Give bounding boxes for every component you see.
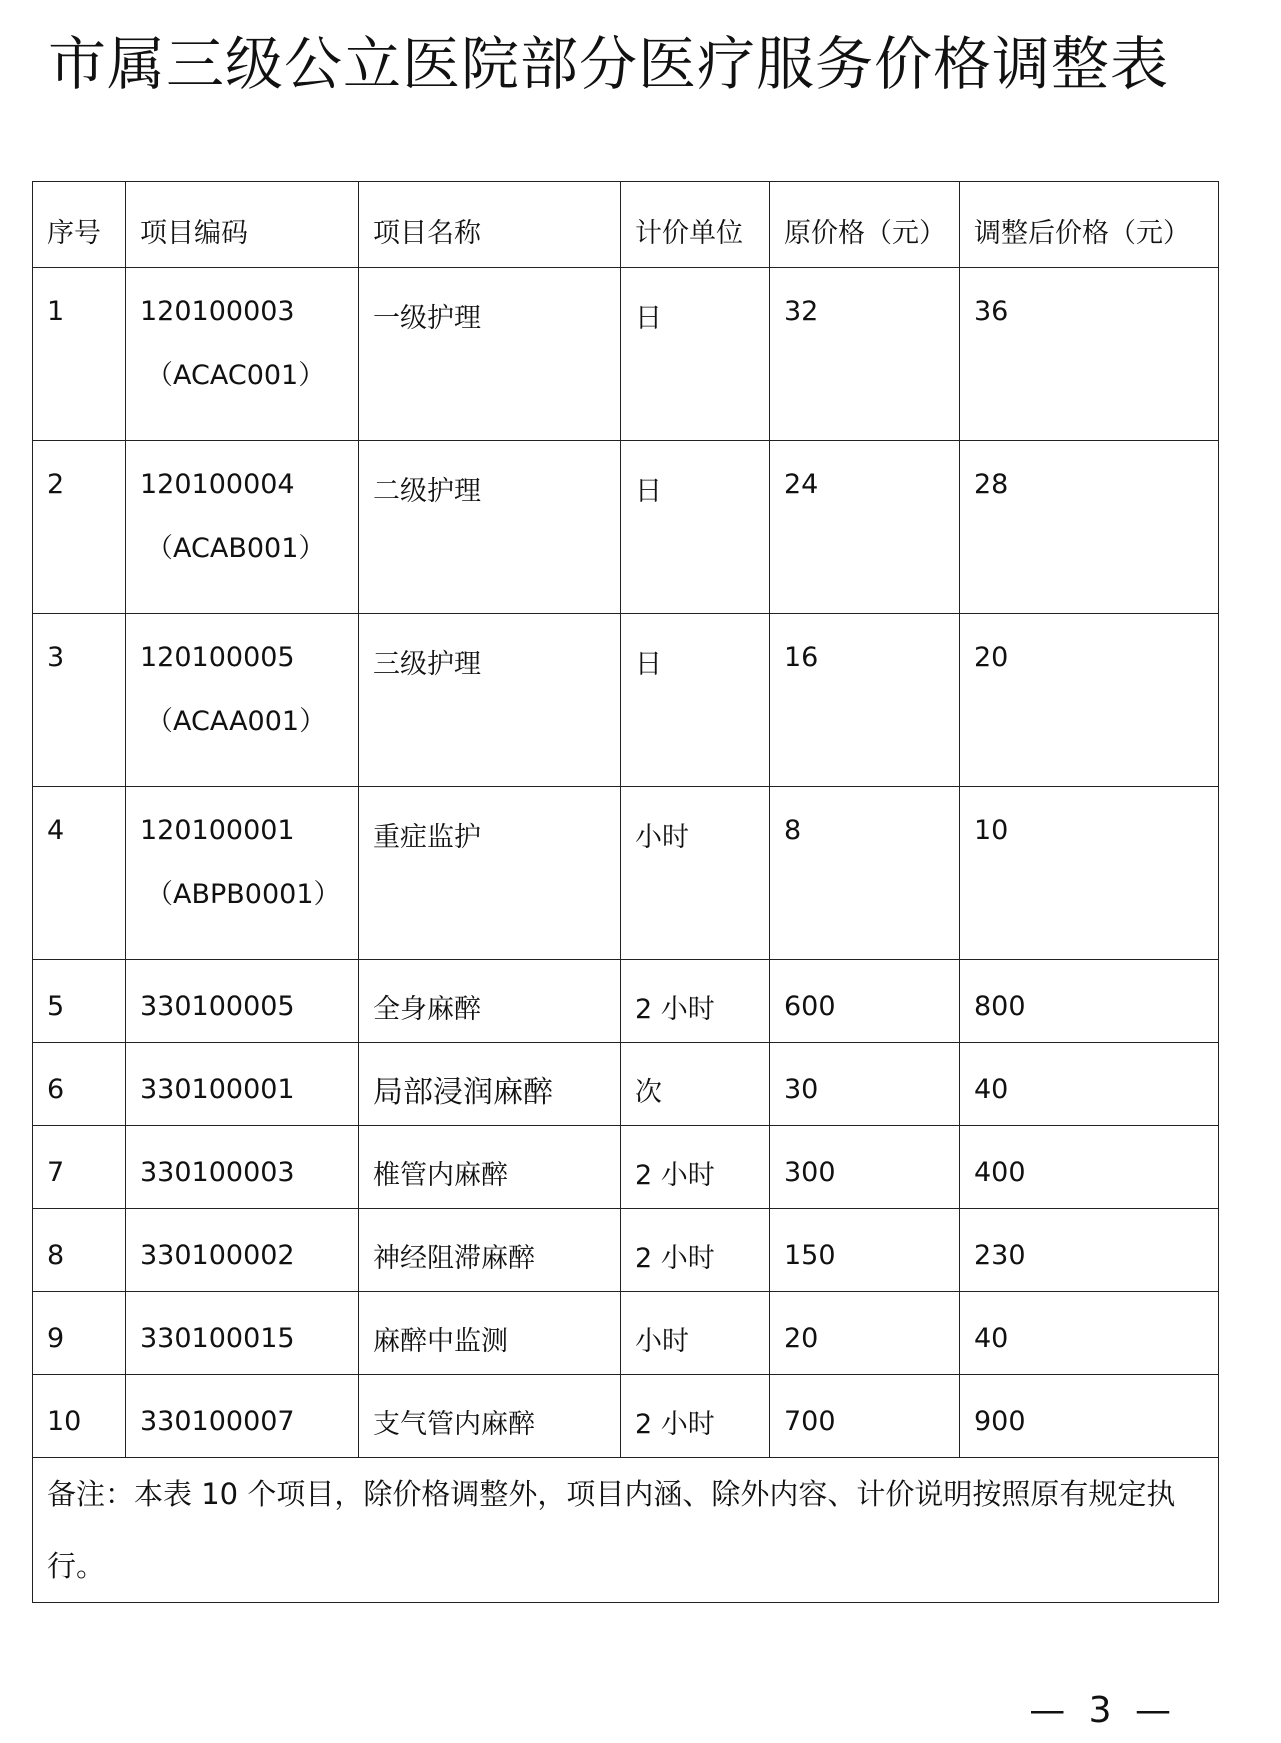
- cell-new-price: 28: [960, 441, 1219, 614]
- cell-code: 330100005: [126, 960, 359, 1043]
- cell-unit: 日: [621, 268, 770, 441]
- page-title: 市属三级公立医院部分医疗服务价格调整表: [48, 30, 1170, 98]
- code-main: 120100004: [140, 469, 295, 500]
- cell-old-price: 300: [770, 1126, 960, 1209]
- code-sub: （ACAB001）: [146, 533, 326, 564]
- code-main: 120100003: [140, 296, 295, 327]
- cell-old-price: 32: [770, 268, 960, 441]
- header-new-price: 调整后价格（元）: [960, 182, 1219, 268]
- cell-new-price: 20: [960, 614, 1219, 787]
- cell-code: 330100001: [126, 1043, 359, 1126]
- table-row: [33, 1292, 1219, 1375]
- code-main: 120100005: [140, 642, 295, 673]
- cell-no: 10: [33, 1375, 126, 1458]
- remark-row: [33, 1458, 1219, 1603]
- cell-code: [126, 268, 359, 441]
- cell-no: 6: [33, 1043, 126, 1126]
- cell-unit: 2 小时: [621, 960, 770, 1043]
- table-row: [33, 441, 1219, 614]
- cell-unit: 2 小时: [621, 1126, 770, 1209]
- cell-name: 麻醉中监测: [359, 1292, 621, 1375]
- cell-no: 1: [33, 268, 126, 441]
- code-sub: （ABPB0001）: [146, 879, 341, 910]
- cell-old-price: 30: [770, 1043, 960, 1126]
- cell-unit: 日: [621, 441, 770, 614]
- cell-code: 330100002: [126, 1209, 359, 1292]
- cell-name: 三级护理: [359, 614, 621, 787]
- price-adjustment-table: [32, 181, 1219, 1603]
- cell-name: 二级护理: [359, 441, 621, 614]
- cell-new-price: 800: [960, 960, 1219, 1043]
- cell-no: 8: [33, 1209, 126, 1292]
- table-row: [33, 268, 1219, 441]
- table-row: [33, 787, 1219, 960]
- cell-old-price: 150: [770, 1209, 960, 1292]
- cell-new-price: 40: [960, 1292, 1219, 1375]
- header-name: 项目名称: [359, 182, 621, 268]
- cell-unit: 2 小时: [621, 1375, 770, 1458]
- table-row: [33, 614, 1219, 787]
- code-main: 120100001: [140, 815, 295, 846]
- cell-old-price: 20: [770, 1292, 960, 1375]
- cell-new-price: 230: [960, 1209, 1219, 1292]
- cell-code: [126, 441, 359, 614]
- header-code: 项目编码: [126, 182, 359, 268]
- remark-text: 备注：本表 10 个项目，除价格调整外，项目内涵、除外内容、计价说明按照原有规定执行。: [33, 1458, 1219, 1603]
- cell-code: 330100007: [126, 1375, 359, 1458]
- table-row: [33, 960, 1219, 1043]
- cell-name: 全身麻醉: [359, 960, 621, 1043]
- code-sub: （ACAA001）: [146, 706, 327, 737]
- cell-old-price: 24: [770, 441, 960, 614]
- cell-no: 3: [33, 614, 126, 787]
- table-row: [33, 1043, 1219, 1126]
- table-header-row: [33, 182, 1219, 268]
- cell-old-price: 8: [770, 787, 960, 960]
- cell-unit: 小时: [621, 787, 770, 960]
- cell-unit: 小时: [621, 1292, 770, 1375]
- cell-code: 330100003: [126, 1126, 359, 1209]
- page-number: — 3 —: [1029, 1690, 1177, 1731]
- cell-unit: 日: [621, 614, 770, 787]
- cell-old-price: 16: [770, 614, 960, 787]
- cell-no: 9: [33, 1292, 126, 1375]
- cell-code: [126, 787, 359, 960]
- cell-new-price: 40: [960, 1043, 1219, 1126]
- cell-old-price: 700: [770, 1375, 960, 1458]
- cell-no: 5: [33, 960, 126, 1043]
- cell-new-price: 36: [960, 268, 1219, 441]
- cell-unit: 次: [621, 1043, 770, 1126]
- cell-no: 7: [33, 1126, 126, 1209]
- cell-old-price: 600: [770, 960, 960, 1043]
- cell-no: 2: [33, 441, 126, 614]
- cell-name: 椎管内麻醉: [359, 1126, 621, 1209]
- header-old-price: 原价格（元）: [770, 182, 960, 268]
- cell-unit: 2 小时: [621, 1209, 770, 1292]
- cell-name: 支气管内麻醉: [359, 1375, 621, 1458]
- cell-name: 神经阻滞麻醉: [359, 1209, 621, 1292]
- cell-code: 330100015: [126, 1292, 359, 1375]
- cell-code: [126, 614, 359, 787]
- header-no: 序号: [33, 182, 126, 268]
- header-unit: 计价单位: [621, 182, 770, 268]
- table-row: [33, 1126, 1219, 1209]
- cell-new-price: 10: [960, 787, 1219, 960]
- code-sub: （ACAC001）: [146, 360, 326, 391]
- cell-new-price: 400: [960, 1126, 1219, 1209]
- table-row: [33, 1375, 1219, 1458]
- cell-name: 一级护理: [359, 268, 621, 441]
- cell-name: 局部浸润麻醉: [359, 1043, 621, 1126]
- cell-new-price: 900: [960, 1375, 1219, 1458]
- cell-no: 4: [33, 787, 126, 960]
- cell-name: 重症监护: [359, 787, 621, 960]
- table-row: [33, 1209, 1219, 1292]
